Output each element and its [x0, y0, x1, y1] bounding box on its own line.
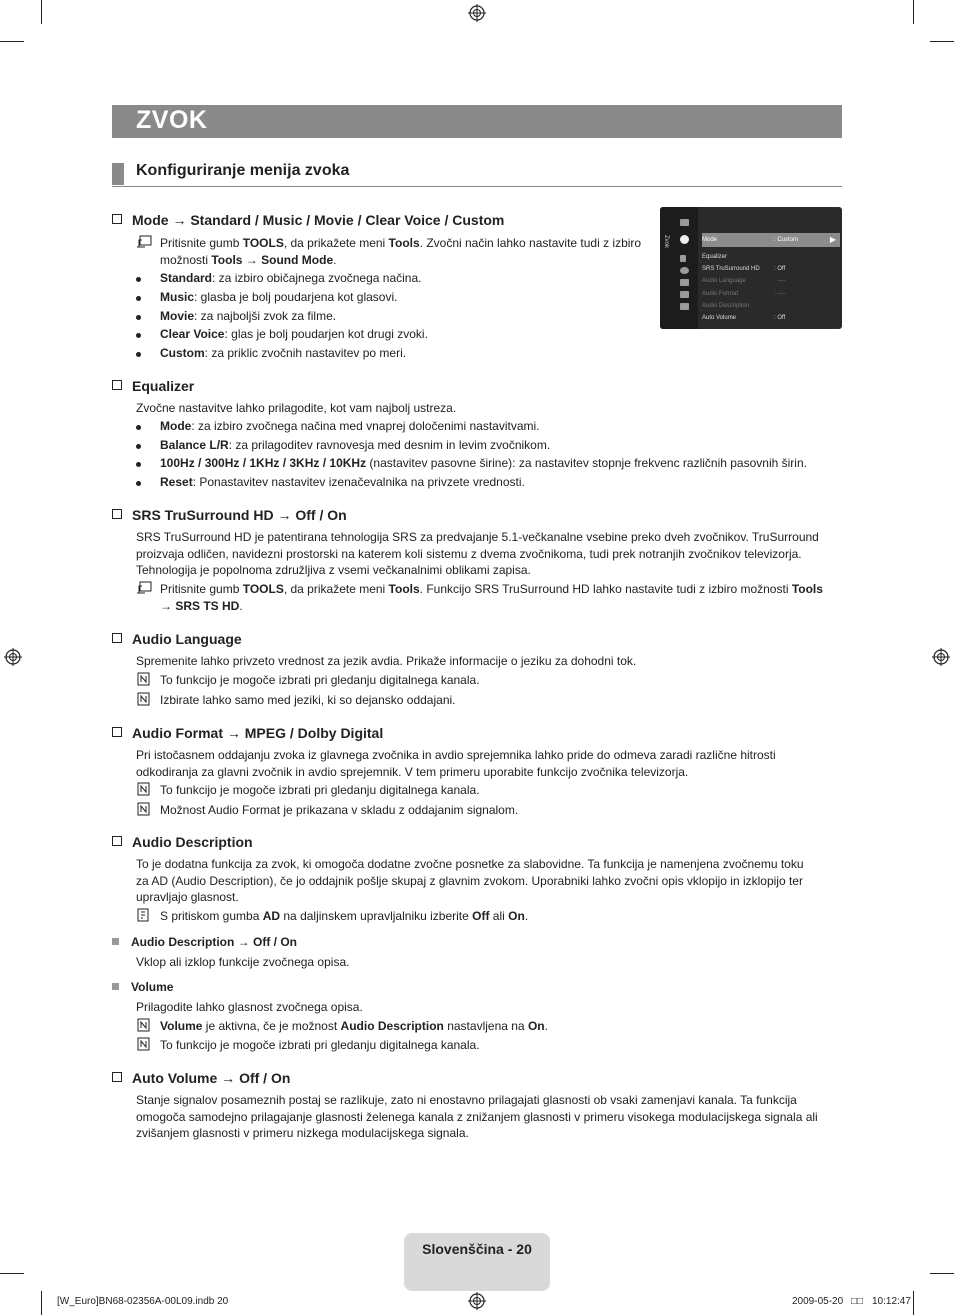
note-icon: [136, 1018, 152, 1032]
print-time: 10:12:47: [872, 1296, 911, 1307]
equalizer-heading: Equalizer: [112, 378, 194, 394]
crop-mark: [41, 1291, 42, 1315]
osd-side-label: Zvok: [663, 235, 669, 249]
osd-row: Mode : Custom ▶: [702, 233, 840, 247]
audio-language-heading: Audio Language: [112, 631, 242, 647]
crop-mark: [41, 0, 42, 24]
registration-mark-icon: [932, 648, 950, 666]
osd-row: Audio Format : ----: [702, 291, 786, 297]
registration-mark-icon: [468, 4, 486, 22]
crop-mark: [930, 1273, 954, 1274]
application-icon: [680, 291, 689, 298]
section-header: [112, 161, 842, 187]
volume-sub-heading: Volume: [112, 980, 173, 994]
srs-heading: SRS TruSurround HD → Off / On: [112, 507, 347, 523]
section-marker: [112, 163, 124, 185]
crop-mark: [930, 41, 954, 42]
volume-paragraph: Prilagodite lahko glasnost zvočnega opisa.: [136, 1000, 363, 1014]
tools-note-icon: [136, 581, 152, 595]
file-name: [W_Euro]BN68-02356A-00L09.indb 20: [57, 1296, 229, 1307]
srs-paragraph: SRS TruSurround HD je patentirana tehnologija SRS za predvajanje 5.1-večkanalne vsebine preko dveh zvočnikov. TruSurround proizvaja odličen, navidezni prostorski na katerem koli sistemu z dvema zvočnikoma, tudi prek notranjih zvočnikov televizorja. Tehnologija je popolnoma združljiva z vsemi večkanalnimi oblikami zapisa.: [136, 530, 819, 577]
crop-mark: [913, 1291, 914, 1315]
note-icon: [136, 802, 152, 816]
osd-row: Auto Volume : Off: [702, 315, 786, 321]
audio-language-paragraph: Spremenite lahko privzeto vrednost za jezik avdia. Prikaže informacije o jeziku za dohodni tok.: [136, 654, 637, 668]
note-icon: [136, 672, 152, 686]
channel-icon: [680, 255, 686, 262]
crop-mark: [0, 41, 24, 42]
setup-icon: [680, 267, 689, 274]
print-date: 2009-05-20: [792, 1296, 844, 1307]
audio-description-heading: Audio Description: [112, 834, 253, 850]
mode-heading: Mode → Standard / Music / Movie / Clear Voice / Custom: [112, 212, 504, 228]
osd-row: Audio Description: [702, 303, 750, 309]
note-icon: [136, 692, 152, 706]
chapter-title: ZVOK: [136, 106, 208, 134]
input-icon: [680, 279, 689, 286]
page-number: Slovenščina - 20: [422, 1241, 532, 1257]
audio-description-sub-paragraph: Vklop ali izklop funkcije zvočnega opisa.: [136, 955, 350, 969]
crop-mark: [913, 0, 914, 24]
print-boxes: □□: [851, 1296, 864, 1307]
registration-mark-icon: [468, 1292, 486, 1310]
audio-format-paragraph: Pri istočasnem oddajanju zvoka iz glavnega zvočnika in avdio sprejemnika lahko pride do odmeva zaradi različne hitrosti odkodiranja za glavni zvočnik in avdio sprejemnik. V tem primeru uporabite funkcijo zvočnika televizorja.: [136, 748, 776, 779]
remote-button-icon: [136, 908, 152, 922]
osd-row: Equalizer: [702, 254, 728, 260]
audio-description-paragraph: To je dodatna funkcija za zvok, ki omogoča dodatne zvočne posnetke za slabovidne. Ta funkcija je namenjena zvočnemu toku za AD (Audio Description), če jo oddajnik pošlje skupaj z glavnim zvokom. Uporabniki lahko zvočni opis vklopijo in izklopijo ter upravljajo glasnost.: [136, 857, 804, 904]
osd-sidebar: [660, 207, 698, 329]
osd-row: Audio Language : ----: [702, 278, 786, 284]
page-number-tab: [404, 1233, 550, 1291]
sound-icon: [680, 235, 689, 244]
audio-format-heading: Audio Format → MPEG / Dolby Digital: [112, 725, 383, 741]
note-icon: [136, 782, 152, 796]
sound-menu-screenshot: [660, 207, 842, 329]
support-icon: [680, 303, 689, 310]
auto-volume-paragraph: Stanje signalov posameznih postaj se razlikuje, zato ni enostavno prilagajati glasnosti ob vsaki zamenjavi kanala. Ta funkcija omogoča samodejno prilagajanje glasnosti želenega kanala z znižanjem glasnosti v primeru visokega modulacijskega signala ali zvišanjem glasnosti v primeru nizkega modulacijskega signala.: [136, 1093, 818, 1140]
crop-mark: [0, 1273, 24, 1274]
auto-volume-heading: Auto Volume → Off / On: [112, 1070, 290, 1086]
picture-icon: [680, 219, 689, 226]
chapter-title-bar: [112, 105, 842, 138]
equalizer-intro: Zvočne nastavitve lahko prilagodite, kot vam najbolj ustreza.: [136, 401, 457, 415]
audio-description-sub-heading: Audio Description → Off / On: [112, 935, 297, 949]
tools-note-icon: [136, 235, 152, 249]
section-title: Konfiguriranje menija zvoka: [136, 162, 350, 179]
registration-mark-icon: [4, 648, 22, 666]
osd-row: SRS TruSurround HD : Off: [702, 266, 786, 272]
note-icon: [136, 1037, 152, 1051]
